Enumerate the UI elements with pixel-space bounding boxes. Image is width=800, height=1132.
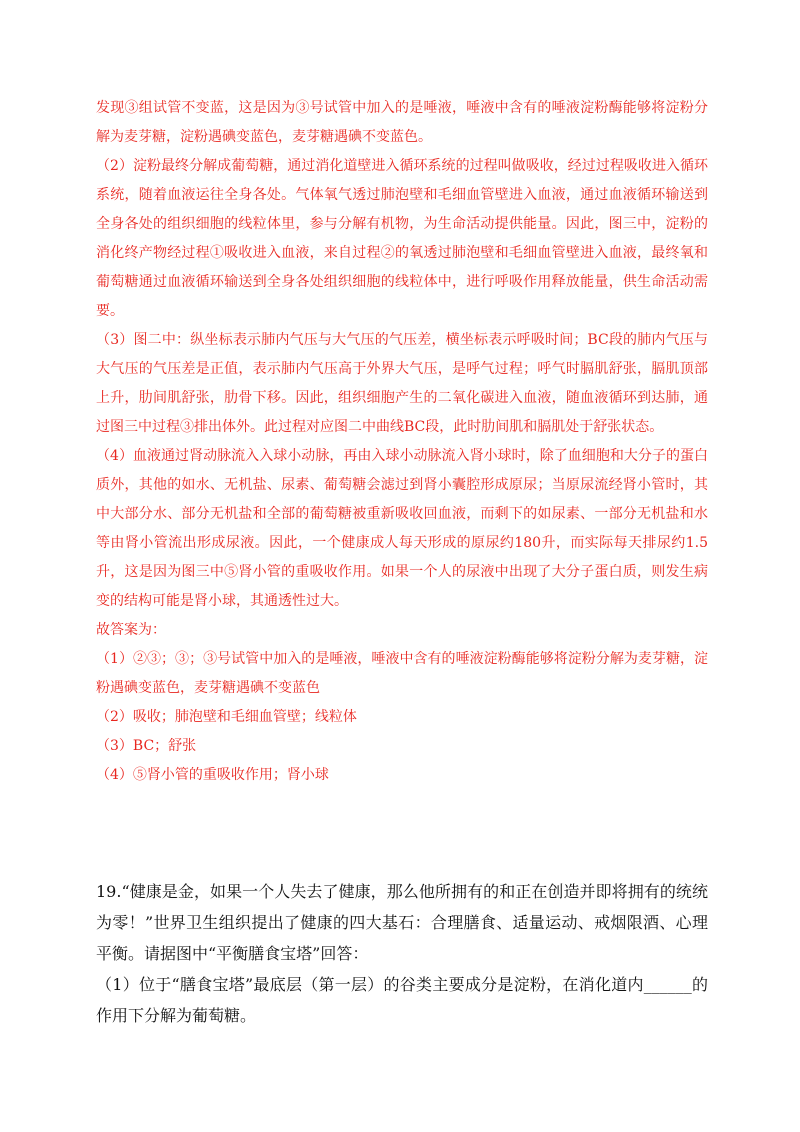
answer-explanation bbox=[96, 94, 708, 790]
answer-item-1: （1）②③；③；③号试管中加入的是唾液，唾液中含有的唾液淀粉酶能够将淀粉分解为麦芽糖，淀粉遇碘变蓝色，麦芽糖遇碘不变蓝色 bbox=[96, 651, 708, 696]
answer-item-2: （2）吸收；肺泡壁和毛细血管壁；线粒体 bbox=[96, 709, 357, 725]
question-intro: 19.“健康是金，如果一个人失去了健康，那么他所拥有的和正在创造并即将拥有的统统为零！”世界卫生组织提出了健康的四大基石：合理膳食、适量运动、戒烟限酒、心理平衡。请据图中“平衡膳食宝塔”回答： bbox=[96, 882, 708, 963]
explanation-paragraph-4: （4）血液通过肾动脉流入入球小动脉，再由入球小动脉流入肾小球时，除了血细胞和大分子的蛋白质外，其他的如水、无机盐、尿素、葡萄糖会滤过到肾小囊腔形成原尿；当原尿流经肾小管时，其中大部分水、部分无机盐和全部的葡萄糖被重新吸收回血液，而剩下的如尿素、一部分无机盐和水等由肾小管流出形成尿液。因此，一个健康成人每天形成的原尿约180升，而实际每天排尿约1.5升，这是因为图三中⑤肾小管的重吸收作用。如果一个人的尿液中出现了大分子蛋白质，则发生病变的结构可能是肾小球，其通透性过大。 bbox=[96, 448, 708, 609]
answer-item-4: （4）⑤肾小管的重吸收作用；肾小球 bbox=[96, 767, 329, 783]
question-19 bbox=[96, 876, 708, 1031]
explanation-paragraph-3: （3）图二中：纵坐标表示肺内气压与大气压的气压差，横坐标表示呼吸时间；BC段的肺内气压与大气压的气压差是正值，表示肺内气压高于外界大气压，是呼气过程；呼气时膈肌舒张，膈肌顶部上升，肋间肌舒张，肋骨下移。因此，组织细胞产生的二氧化碳进入血液，随血液循环到达肺，通过图三中过程③排出体外。此过程对应图二中曲线BC段，此时肋间肌和膈肌处于舒张状态。 bbox=[96, 332, 708, 435]
explanation-paragraph-2: （2）淀粉最终分解成葡萄糖，通过消化道壁进入循环系统的过程叫做吸收，经过过程吸收进入循环系统，随着血液运往全身各处。气体氧气透过肺泡壁和毛细血管壁进入血液，通过血液循环输送到全身各处的组织细胞的线粒体里，参与分解有机物，为生命活动提供能量。因此，图三中，淀粉的消化终产物经过程①吸收进入血液，来自过程②的氧透过肺泡壁和毛细血管壁进入血液，最终氧和葡萄糖通过血液循环输送到全身各处组织细胞的线粒体中，进行呼吸作用释放能量，供生命活动需要。 bbox=[96, 158, 708, 319]
explanation-paragraph-1: 发现③组试管不变蓝，这是因为③号试管中加入的是唾液，唾液中含有的唾液淀粉酶能够将淀粉分解为麦芽糖，淀粉遇碘变蓝色，麦芽糖遇碘不变蓝色。 bbox=[96, 100, 708, 145]
answer-heading: 故答案为： bbox=[96, 622, 166, 638]
question-sub-1: （1）位于“膳食宝塔”最底层（第一层）的谷类主要成分是淀粉，在消化道内______的作用下分解为葡萄糖。 bbox=[96, 975, 708, 1025]
answer-item-3: （3）BC；舒张 bbox=[96, 738, 197, 754]
